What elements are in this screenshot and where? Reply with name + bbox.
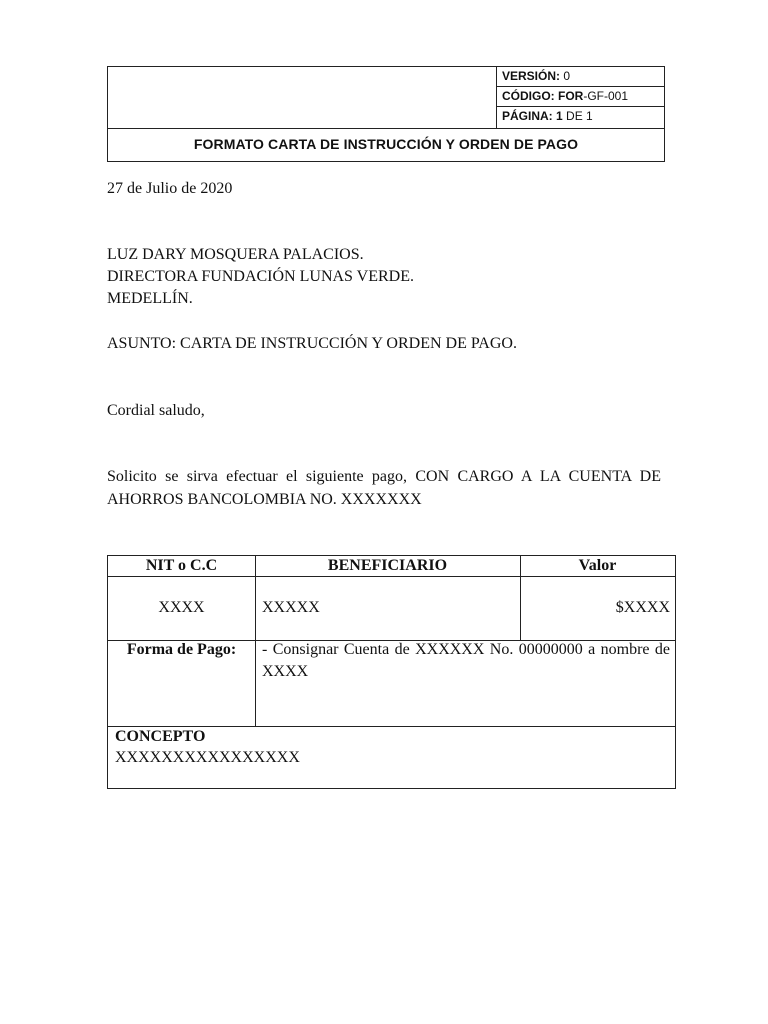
payment-method-value: - Consignar Cuenta de XXXXXX No. 00000000 a nombre de XXXX [262, 641, 670, 680]
payment-method-label: Forma de Pago: [126, 641, 237, 658]
column-header-value: Valor [578, 557, 617, 574]
column-header-beneficiary: BENEFICIARIO [327, 557, 448, 574]
page-row [497, 107, 664, 128]
document-meta [497, 67, 664, 128]
concept-label: CONCEPTO [115, 728, 206, 745]
nit-cell: XXXX [158, 599, 205, 616]
beneficiary-cell: XXXXX [262, 599, 320, 616]
letter-body: Solicito se sirva efectuar el siguiente pago, CON CARGO A LA CUENTA DE AHORROS BANCOLOMBIA NO. XXXXXXX [107, 468, 661, 508]
code-row [497, 87, 664, 107]
concept-value: XXXXXXXXXXXXXXXX [115, 749, 300, 766]
recipient-title: DIRECTORA FUNDACIÓN LUNAS VERDE. [107, 268, 414, 285]
letter-date: 27 de Julio de 2020 [107, 180, 233, 197]
code-label: CÓDIGO: FOR [502, 89, 584, 103]
payment-table [107, 555, 676, 789]
page-label: PÁGINA: [502, 109, 553, 123]
document-header [107, 66, 665, 162]
value-cell: $XXXX [615, 599, 670, 616]
logo-area [108, 67, 497, 128]
page-total: DE 1 [566, 109, 593, 123]
table-divider [108, 576, 675, 577]
recipient-name: LUZ DARY MOSQUERA PALACIOS. [107, 246, 364, 263]
letter-greeting: Cordial saludo, [107, 402, 205, 419]
recipient-city: MEDELLÍN. [107, 290, 193, 307]
version-label: VERSIÓN: [502, 69, 561, 83]
table-divider [255, 556, 256, 726]
version-value: 0 [563, 69, 571, 83]
code-value: -GF-001 [583, 89, 629, 103]
form-title: FORMATO CARTA DE INSTRUCCIÓN Y ORDEN DE PAGO [108, 128, 664, 161]
column-header-nit: NIT o C.C [145, 557, 218, 574]
version-row [497, 67, 664, 87]
letter-subject: ASUNTO: CARTA DE INSTRUCCIÓN Y ORDEN DE PAGO. [107, 335, 517, 352]
page-number: 1 [556, 109, 563, 123]
